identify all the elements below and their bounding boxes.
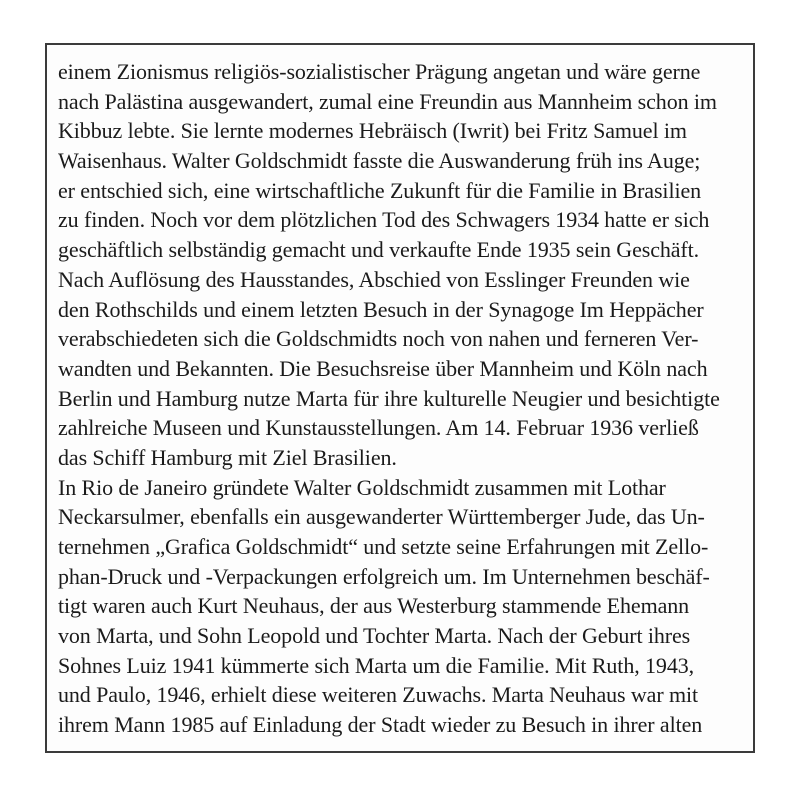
text-line: tigt waren auch Kurt Neuhaus, der aus Westerburg stammende Ehemann xyxy=(58,593,690,619)
text-line: verabschiedeten sich die Goldschmidts noch von nahen und ferneren Ver- xyxy=(58,326,699,352)
text-line: In Rio de Janeiro gründete Walter Goldschmidt zusammen mit Lothar xyxy=(58,474,666,500)
text-line: Kibbuz lebte. Sie lernte modernes Hebräisch (Iwrit) bei Fritz Samuel im xyxy=(58,118,687,144)
text-line: phan-Druck und -Verpackungen erfolgreich um. Im Unternehmen beschäf- xyxy=(58,563,710,589)
text-line: und Paulo, 1946, erhielt diese weiteren Zuwachs. Marta Neuhaus war mit xyxy=(58,682,698,708)
text-line: geschäftlich selbständig gemacht und verkaufte Ende 1935 sein Geschäft. xyxy=(58,237,700,263)
text-line: nach Palästina ausgewandert, zumal eine Freundin aus Mannheim schon im xyxy=(58,88,717,114)
page-text-frame xyxy=(45,43,755,753)
text-line: Waisenhaus. Walter Goldschmidt fasste die Auswanderung früh ins Auge; xyxy=(58,148,701,174)
text-line: Sohnes Luiz 1941 kümmerte sich Marta um die Familie. Mit Ruth, 1943, xyxy=(58,652,695,678)
text-line: den Rothschilds und einem letzten Besuch in der Synagoge Im Heppächer xyxy=(58,296,704,322)
text-line: er entschied sich, eine wirtschaftliche Zukunft für die Familie in Brasilien xyxy=(58,177,702,203)
text-line: zu finden. Noch vor dem plötzlichen Tod des Schwagers 1934 hatte er sich xyxy=(58,207,710,233)
text-line: ihrem Mann 1985 auf Einladung der Stadt wieder zu Besuch in ihrer alten xyxy=(58,712,703,738)
text-line: zahlreiche Museen und Kunstausstellungen. Am 14. Februar 1936 verließ xyxy=(58,415,699,441)
text-block xyxy=(58,57,742,740)
text-line: von Marta, und Sohn Leopold und Tochter Marta. Nach der Geburt ihres xyxy=(58,623,691,649)
text-line: das Schiff Hamburg mit Ziel Brasilien. xyxy=(58,444,397,470)
text-line: Neckarsulmer, ebenfalls ein ausgewanderter Württemberger Jude, das Un- xyxy=(58,504,705,530)
text-line: wandten und Bekannten. Die Besuchsreise über Mannheim und Köln nach xyxy=(58,355,708,381)
text-line: einem Zionismus religiös-sozialistischer Prägung angetan und wäre gerne xyxy=(58,59,701,84)
text-line: ternehmen „Grafica Goldschmidt“ und setzte seine Erfahrungen mit Zello- xyxy=(58,534,709,559)
text-line: Nach Auflösung des Hausstandes, Abschied von Esslinger Freunden wie xyxy=(58,266,690,292)
text-line: Berlin und Hamburg nutze Marta für ihre kulturelle Neugier und besichtigte xyxy=(58,385,720,411)
